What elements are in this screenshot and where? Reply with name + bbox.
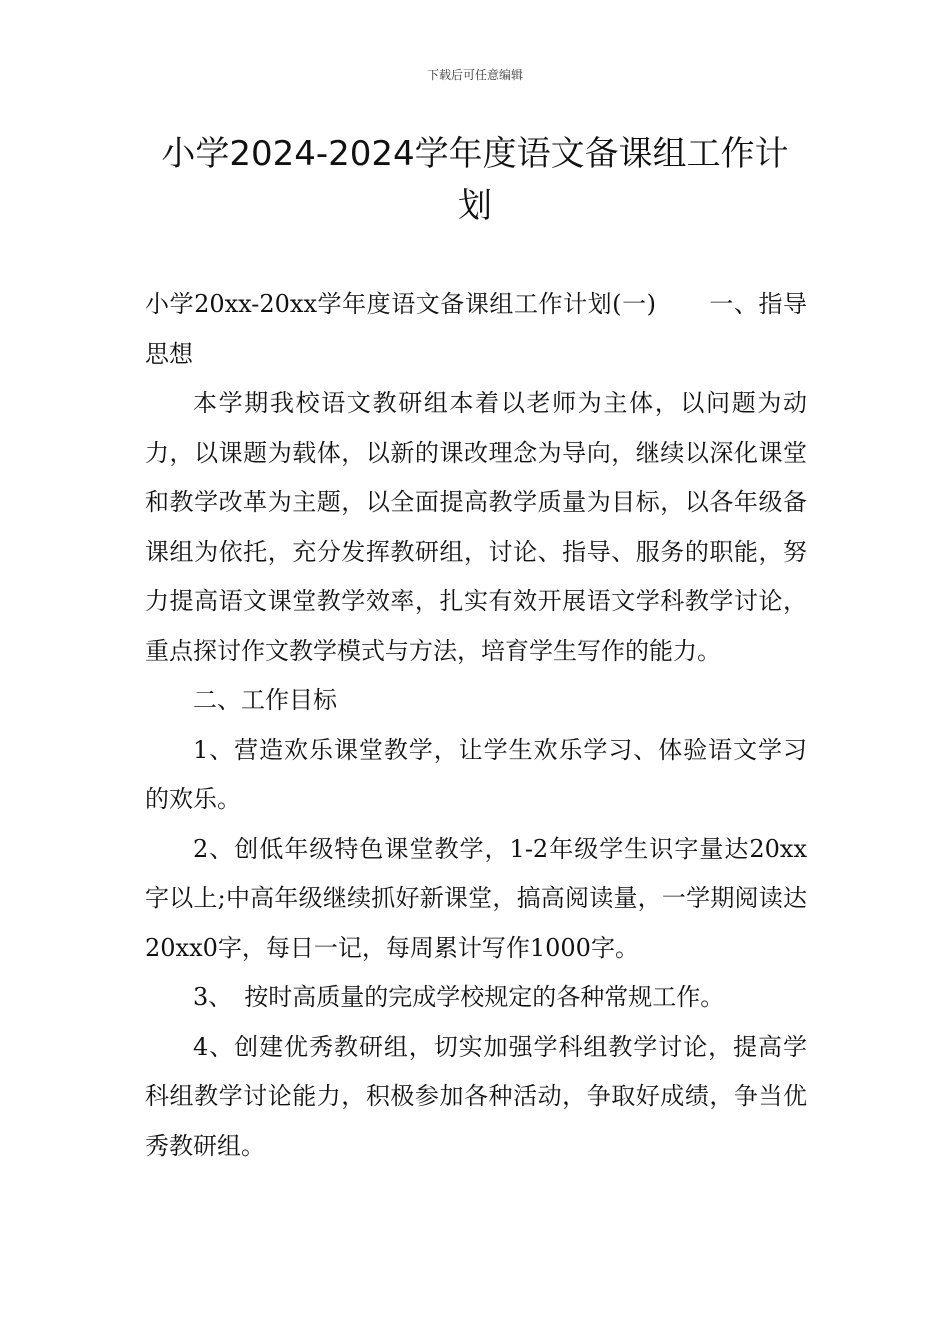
paragraph-guiding-ideology: 本学期我校语文教研组本着以老师为主体，以问题为动力，以课题为载体，以新的课改理念为导向，继续以深化课堂和教学改革为主题，以全面提高教学质量为目标，以各年级备课组为依托，充分发挥教研组，讨论、指导、服务的职能，努力提高语文课堂教学效率，扎实有效开展语文学科教学讨论，重点探讨作文教学模式与方法，培育学生写作的能力。 <box>145 389 807 665</box>
goal-item-3: 3、 按时高质量的完成学校规定的各种常规工作。 <box>193 983 725 1011</box>
intro-paragraph <box>145 280 807 379</box>
document-title: 小学2024-2024学年度语文备课组工作计划 <box>161 134 789 226</box>
goal-item-4: 4、创建优秀教研组，切实加强学科组教学讨论，提高学科组教学讨论能力，积极参加各种活动，争取好成绩，争当优秀教研组。 <box>145 1032 807 1160</box>
page-header-note: 下载后可任意编辑 <box>426 68 523 82</box>
goal-item-1: 1、营造欢乐课堂教学，让学生欢乐学习、体验语文学习的欢乐。 <box>145 735 807 813</box>
section-heading-guiding-ideology: 一、指导思想 <box>145 290 807 368</box>
section-heading-work-goals: 二、工作目标 <box>193 686 337 714</box>
document-body <box>145 280 807 1171</box>
goal-item-2: 2、创低年级特色课堂教学，1-2年级学生识字量达20xx字以上;中高年级继续抓好新课堂，搞高阅读量，一学期阅读达20xx0字，每日一记，每周累计写作1000字。 <box>145 834 807 962</box>
intro-title: 小学20xx-20xx学年度语文备课组工作计划(一) <box>145 290 656 318</box>
